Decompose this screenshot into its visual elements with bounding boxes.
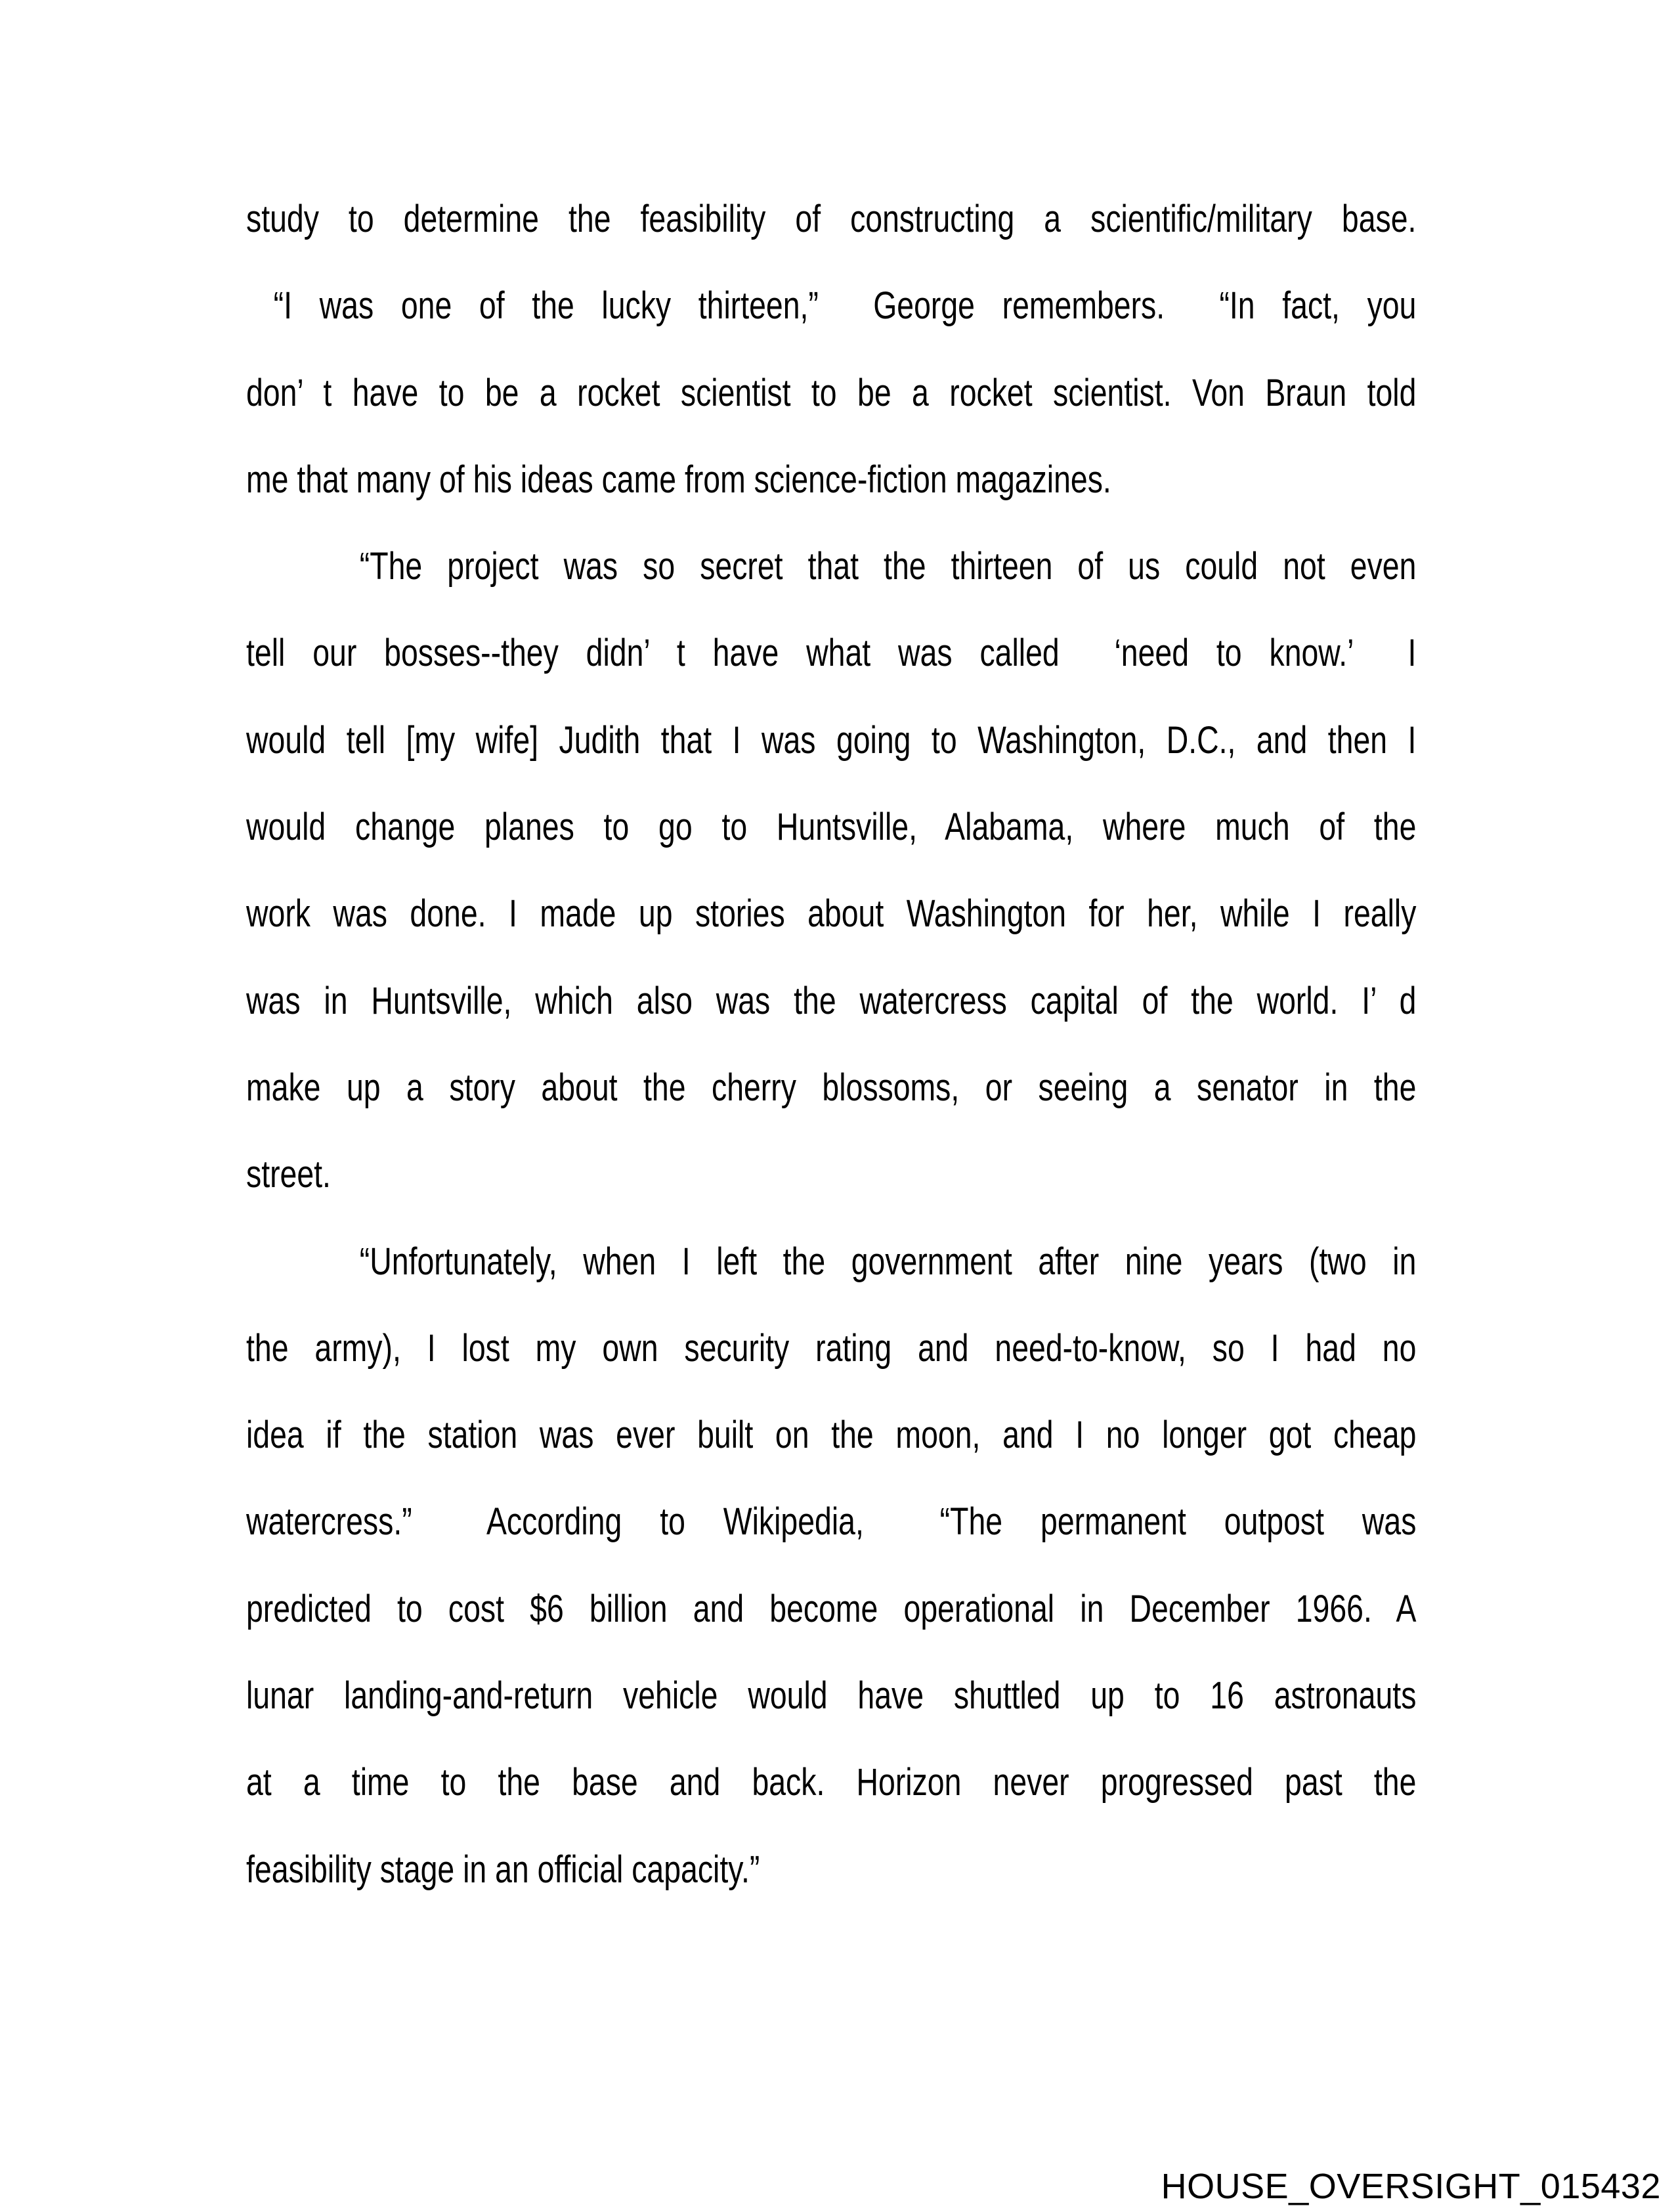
text-line: tell our bosses--they didn’ t have what was called ‘need to know.’ I (246, 632, 1417, 675)
text-line-paragraph-end: me that many of his ideas came from science-fiction magazines. (246, 458, 1111, 501)
text-line: make up a story about the cherry blossoms, or seeing a senator in the (246, 1066, 1417, 1109)
text-line: at a time to the base and back. Horizon never progressed past the (246, 1761, 1417, 1804)
text-line: predicted to cost $6 billion and become operational in December 1966. A (246, 1587, 1417, 1630)
text-line: lunar landing-and-return vehicle would have shuttled up to 16 astronauts (246, 1674, 1417, 1718)
bates-number: HOUSE_OVERSIGHT_015432 (1161, 2167, 1661, 2206)
text-line: work was done. I made up stories about Washington for her, while I really (246, 892, 1417, 936)
text-line: would tell [my wife] Judith that I was going to Washington, D.C., and then I (246, 718, 1417, 762)
text-line: study to determine the feasibility of constructing a scientific/military base. (246, 198, 1417, 240)
text-line: “I was one of the lucky thirteen,” George remembers. “In fact, you (246, 284, 1417, 328)
text-line: would change planes to go to Huntsville, Alabama, where much of the (246, 806, 1417, 849)
text-line-paragraph-start: “The project was so secret that the thirteen of us could not even (359, 545, 1417, 588)
text-line-paragraph-end: feasibility stage in an official capacity.” (246, 1848, 760, 1891)
text-line-paragraph-end: street. (246, 1153, 331, 1196)
text-line: don’ t have to be a rocket scientist to be a rocket scientist. Von Braun told (246, 371, 1417, 414)
text-line: idea if the station was ever built on the moon, and I no longer got cheap (246, 1414, 1417, 1457)
text-line-paragraph-start: “Unfortunately, when I left the government after nine years (two in (359, 1240, 1417, 1283)
text-line: watercress.” According to Wikipedia, “The permanent outpost was (246, 1500, 1417, 1544)
body-text (246, 176, 1416, 1913)
text-line: was in Huntsville, which also was the watercress capital of the world. I’ d (246, 979, 1417, 1022)
text-line: the army), I lost my own security rating and need-to-know, so I had no (246, 1326, 1417, 1370)
